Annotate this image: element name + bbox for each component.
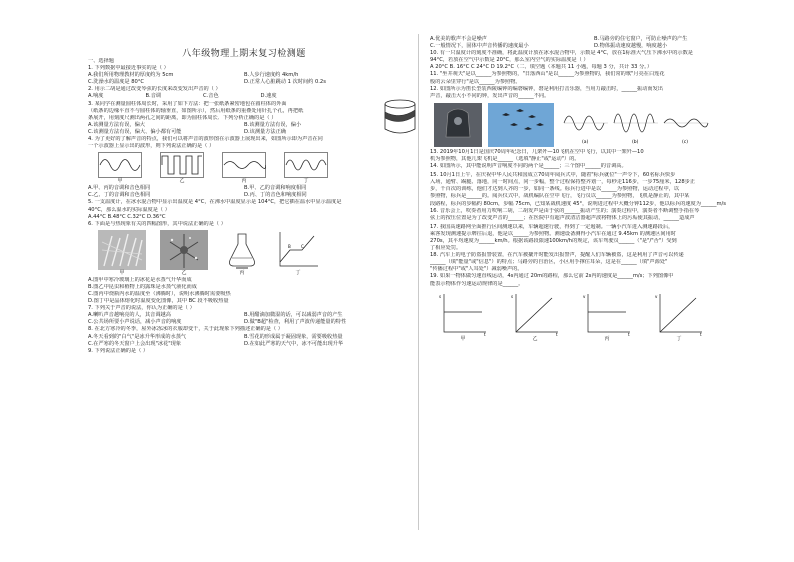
wave-a-label: (a) — [582, 139, 589, 145]
graph-yi — [510, 292, 560, 342]
waveform-jia-graphic — [98, 152, 142, 178]
q5-options: A.44°C B.48°C C.32°C D.36°C — [88, 213, 166, 220]
question-14: 14. 如图所示，其中能说明声音响度不同的两个是______；三个图中______的音调高。 — [430, 163, 627, 170]
figure-yi-dew — [160, 230, 208, 276]
q9-option-d: D.物体振动速度越慢，响度越小 — [594, 43, 668, 50]
graph-bing — [582, 292, 632, 342]
q4-option-b: B.甲、乙的音调和响度相同 — [244, 185, 307, 192]
q6-option-d: D.图丁中是晶体熔化时温度变化图像，其中 BC 段不吸收热量 — [88, 298, 229, 305]
q3-option-b: B.该测量方法有误，偏小 — [244, 121, 302, 128]
question-15-line2: 入场，通臂、踢腿、落地，同一时间点，同一步幅，整个过程保持整齐划一，每秒走116步，一步75厘米，128步正 — [430, 179, 696, 186]
question-19-line1: 19. 如果一物体做匀速直线运动，4s内通过 20m的路程，那么它前 2s内的速度是______m/s；下列图像中 — [430, 273, 674, 280]
graph-yi-plot — [510, 292, 560, 336]
waveform-bing — [222, 152, 266, 184]
graph-yi-x: t — [556, 331, 558, 336]
q2-option-a: A.响度 — [88, 93, 104, 100]
waveform-yi-label: 乙 — [179, 178, 185, 185]
question-3-line2: （纸条的边缘平直不与圆柱体的轴垂直，如图所示），然后用纸条的重叠处用针扎个孔，再把纸 — [88, 107, 304, 114]
question-7: 7. 下列关于声音的说法，你认为正确的是（ ） — [88, 305, 195, 312]
wave-b-label: (b) — [632, 139, 639, 145]
graph-jia-label: 甲 — [460, 335, 466, 342]
question-16-line2: 弦上的按压位置是为了改变声音的______；在医院中有超声波清洁器超声波将物体上的污垢使其振动，______造成声 — [430, 214, 695, 221]
q8-option-d: D.在如此严寒的天气中，冰不可能出现升华 — [244, 340, 344, 347]
graph-ding-label: 丁 — [676, 335, 682, 342]
question-18-line3: "传播过程中"或"人耳处"）减弱噪声的。 — [430, 266, 523, 273]
question-9: 9. 下列说法正确的是（ ） — [88, 347, 149, 354]
graph-bing-x: t — [628, 331, 630, 336]
graph-jia — [438, 292, 488, 342]
column-divider — [418, 34, 419, 530]
section-heading: 一、选择题 — [88, 58, 114, 64]
question-10-line2: 94°C，若放在空气中示数是 20°C，那么室内空气的实际温度是（ ） — [430, 57, 589, 64]
q9-option-a: A.优美的歌声不会是噪声 — [430, 36, 487, 42]
q2-option-b: B.音调 — [145, 93, 162, 100]
q3-option-c: C.该测量方法有误，偏大、偏小都有可能 — [88, 128, 182, 135]
graph-ding-plot — [654, 292, 704, 336]
right-column — [430, 36, 758, 342]
q9-options-row2 — [430, 43, 758, 50]
figure-ding-graph — [276, 230, 320, 276]
graph-ding-y: v — [655, 293, 658, 299]
graph-bing-label: 丙 — [604, 335, 610, 342]
waveform-bing-label: 丙 — [241, 178, 247, 185]
bell-picture — [434, 103, 482, 147]
q6-option-a: A.图甲中寒冷玻璃上的冰花是水蒸气升华而成 — [88, 276, 192, 283]
motion-graphs — [438, 292, 758, 342]
heat-figures — [98, 230, 400, 276]
question-18-line1: 18. 汽车上的电子防盗报警装置，在汽车被撬开时能发出报警声，提醒人们车辆被盗，这是利用了声音可以传递 — [430, 252, 684, 259]
dew-insect-picture — [160, 230, 208, 270]
flask-picture — [222, 230, 262, 270]
wave-c-label: (c) — [682, 139, 688, 145]
graph-ding — [654, 292, 704, 342]
frost-picture — [98, 230, 146, 270]
question-17-line3: 270s，其平均速度为______km/h。根据该路段限速100km/h的规定，该车驾驶员______（"是"/"否"）受到 — [430, 237, 677, 244]
q9-option-b: B.马路旁的住宅窗户，可防止噪声的产生 — [594, 36, 688, 42]
question-8: 8. 在北方寒冷的冬季，屋外冰冻冰的衣服却变干，关于此现象下列描述正确的是（ ） — [88, 326, 283, 333]
q1-option-c: C.洗澡水的温度是 80°C — [88, 79, 145, 86]
q3-options-row2 — [88, 129, 400, 136]
q8-options-row2 — [88, 341, 400, 348]
waveform-ding — [284, 152, 328, 184]
q2-options — [88, 93, 318, 100]
question-13-line2: 机为参照物，其他几架飞机是______（选填"静止"或"运动"）的。 — [430, 155, 580, 162]
q7-option-c: C.公共场所要小声说话，减小声音的响度 — [88, 319, 182, 326]
figure-jia-label: 甲 — [119, 269, 125, 276]
waveform-figures — [98, 152, 400, 184]
q8-option-a: A.冬天看到的"白气"是冰升华形成的水蒸气 — [88, 333, 187, 340]
q8-option-b: B.雪花的形成属于凝固现象，需要吸收热量 — [244, 333, 343, 340]
cylinder-figure — [382, 98, 418, 136]
q7-option-d: D.做"B超"检查，利用了声波传递能量的特性 — [244, 319, 347, 326]
question-4-line1: 4. 为了更好的了解声音的特点，我们可以将声音的波形图在示波器上展现出来，如图所示即为声音在同 — [88, 136, 323, 143]
question-5-line2: 40°C，那么温水的实际温度是（ ） — [88, 206, 170, 213]
q1-options-row2 — [88, 79, 400, 86]
q3-options-row1 — [88, 122, 400, 129]
waveform-jia-label: 甲 — [117, 178, 123, 185]
figure-yi-label: 乙 — [181, 269, 187, 276]
question-15-line1: 15. 10月1日上午，在庆祝中华人民共和国成立70周年阅兵式中，随着"标兵就位"一声令下，60名标兵快步 — [430, 172, 676, 179]
q2-option-d: D.速度 — [260, 93, 277, 100]
q3-option-d: D.该测量方法正确 — [244, 128, 286, 135]
point-b-label: B — [288, 243, 291, 249]
graph-ding-x: t — [700, 331, 702, 336]
waveform-yi-graphic — [160, 152, 204, 178]
graph-jia-x: t — [484, 331, 486, 336]
q7-option-a: A.喇叭声音越响亮的人，其音调越高 — [88, 312, 171, 319]
question-2: 2. 用示二胡是通过改变琴弦的长度来改变发出声音的（ ） — [88, 86, 221, 93]
point-c-label: C — [301, 243, 304, 249]
q4-option-c: C.乙、丁的音调和音色相同 — [88, 192, 151, 199]
q4-option-a: A.甲、丙的音调和音色相同 — [88, 185, 151, 192]
waveform-ding-label: 丁 — [303, 178, 309, 185]
waveform-bing-graphic — [222, 152, 266, 178]
graph-jia-plot — [438, 292, 488, 336]
question-19-line2: 能表示物体作匀速运动规律的是______。 — [430, 280, 524, 287]
question-5-line1: 5. 一支温度计，在冰水混合物中显示出温度是 4°C，在沸水中温度显示是 104°C，把它插在温水中显示温度是 — [88, 199, 342, 206]
question-10-line3: A 20°C B. 16°C C 24°C D 19.2°C（二、填空题（本题共 11 小题，每题 3 分，共计 33 分。） — [430, 64, 653, 71]
question-15-line3: 步，千百次的训练，他们才达到人齐的一步，如同一条线。标兵行进中是以______为参照物，运动过程中，以 — [430, 186, 680, 193]
melting-graph — [276, 230, 320, 270]
figure-bing-flask — [222, 230, 262, 276]
q2-option-c: C.音色 — [203, 93, 219, 100]
graph-yi-label: 乙 — [532, 335, 538, 342]
q3-option-a: A.该测量方法有误，偏大 — [88, 121, 145, 128]
sound-wave-figure — [560, 103, 710, 147]
figure-bing-label: 丙 — [239, 269, 245, 276]
q12-figures — [434, 103, 758, 147]
q4-option-d: D.丙、丁的音色和响度相同 — [244, 192, 307, 199]
question-12-line2: 声音，敲击大小不同的钟，发出声音的______不同。 — [430, 92, 550, 99]
question-16-line1: 16. 音乐会上，吹奏者用力吹响二胡，二胡发声是由于弦的______振动产生的；演奏过程中，演奏者不断调整手指在琴 — [430, 207, 700, 214]
question-12-line1: 12. 如图所示为笛长型装西陵编钟的编磬编钟，磬是利用打击乐器，当用力敲击时，______振动而发出 — [430, 85, 663, 92]
q7-option-b: B.用醋滴加微湿的话，可以减弱声音的产生 — [244, 312, 343, 319]
q9-option-c: C.一般情况下，固体中声音传播的速度最小 — [430, 43, 529, 50]
q6-option-c: C.图丙中烧瓶内水的温度至（沸腾时），说明水沸腾时需要吸热 — [88, 290, 231, 297]
q6-option-b: B.图乙中昆虫和植物上的露珠是水蒸气液化而成 — [88, 283, 197, 290]
graph-bing-plot — [582, 292, 632, 336]
q7-options-row2 — [88, 319, 400, 326]
question-10-line1: 10. 有一只温度计的刻度不准确，将此温度计放在冰水混合物中，示数是 4°C，放在1标准大气压下沸水中的示数是 — [430, 50, 693, 57]
waveform-yi — [160, 152, 204, 184]
q4-options-row2 — [88, 192, 400, 199]
waveform-ding-graphic — [284, 152, 328, 178]
waveform-jia — [98, 152, 142, 184]
q1-option-d: D.正常人心脏跳动 1 次时间约 0.2s — [244, 79, 326, 86]
question-17-line4: 了相应处罚。 — [430, 245, 462, 252]
question-18-line2: ______（填"能量"或"信息"）的特点；马路旁的自治区，小区用手撑住耳朵，这是在______（填"声源处" — [430, 259, 668, 266]
graph-yi-y: s — [511, 293, 514, 299]
question-15-line4: 参照物，标兵是______的。阅兵仪式中，战机编队在空中飞行，飞行员以______为参照物，飞机是静止的，其中某 — [430, 193, 690, 200]
q8-option-c: C.在严寒的冬天窗户上会出现"冰花"现象 — [88, 340, 182, 347]
question-11-line2: 般的云朵里穿行"是以______为参照物。 — [430, 78, 521, 85]
q1-option-a: A.我们所用物理教材的厚度约为 5cm — [88, 72, 174, 79]
question-17-line1: 17. 我国高速路网全面推行区间测速以来，车辆超速行驶，得到了一定遏制。一辆小汽车进入测速路段后， — [430, 223, 674, 230]
figure-ding-label: 丁 — [295, 269, 301, 276]
question-1: 1. 下列数据中最接近事实的是（ ） — [88, 65, 169, 72]
question-3-line3: 条展开，用刻度尺测出两孔之间的距离，即为圆柱体周长．下列分析正确的是（ ） — [88, 114, 277, 121]
question-3-line1: 3. 某同学在测量圆柱体周长时，采用了如下方法：把一张纸条紧密地包在圆柱体的外面 — [88, 100, 287, 107]
jets-picture — [488, 103, 554, 147]
q1-option-b: B.人步行速度约 4km/h — [244, 72, 299, 79]
question-11-line1: 11. "坐井观天"是以______为参照物的，"日落西山"是以______为参照物的，我们常的歌"月亮在白莲花 — [430, 71, 665, 78]
question-13-line1: 13. 2019年10月1日是国庆70周年纪念日，几架歼—10飞机在空中飞行，以其中一架歼—10 — [430, 148, 644, 155]
exam-title: 八年级物理上期末复习检测题 — [182, 49, 306, 59]
figure-jia-frost — [98, 230, 146, 276]
question-6: 6. 下面是与热现象有关的四幅图形，其中说法正确的是（ ） — [88, 220, 226, 227]
question-17-line2: 乘客发现测速提示牌往后退，他是以______为参照物。测速设备测得小汽车在通过 9.45km 的测速区间用时 — [430, 230, 676, 237]
question-4-line2: 一个示波器上显示出的波形，则下列说法正确的是（ ） — [88, 143, 215, 150]
graph-bing-y: v — [583, 293, 586, 299]
question-15-line5: 段路程，标兵的步幅约 80cm，步幅 75cm，已知某战机速度 45°，说明进过程中大概分钟112步，他以标兵的速度为______m/s — [430, 200, 726, 207]
graph-jia-y: s — [439, 293, 442, 299]
q8-options-row1 — [88, 334, 400, 341]
left-column — [88, 58, 400, 355]
